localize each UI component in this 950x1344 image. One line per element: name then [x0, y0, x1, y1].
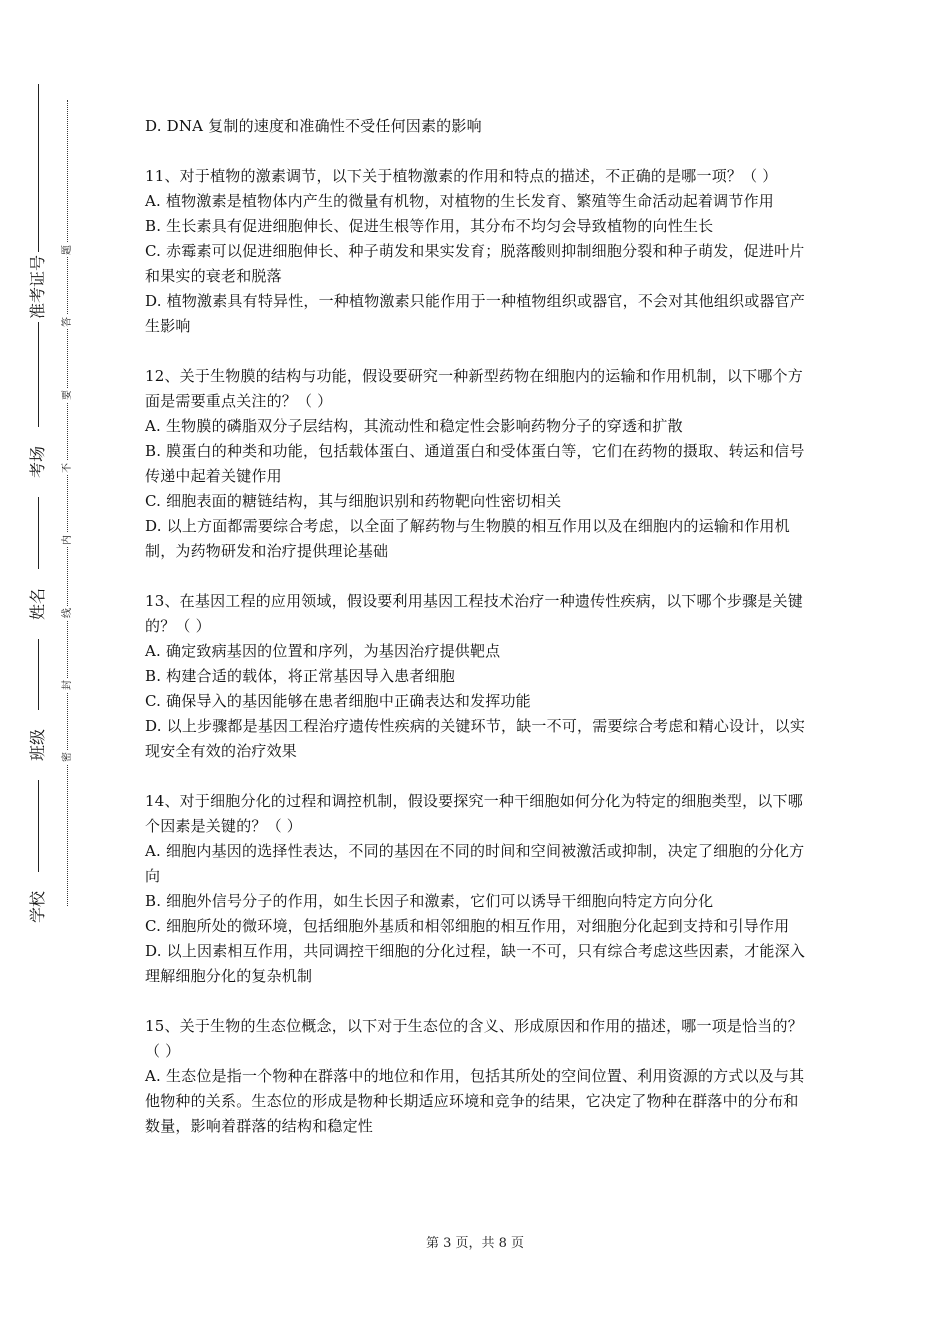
seal-char-6: 线: [62, 608, 73, 618]
seal-char-4: 不: [62, 463, 73, 473]
option-a: A. 生物膜的磷脂双分子层结构，其流动性和稳定性会影响药物分子的穿透和扩散: [145, 417, 683, 435]
question-15: [145, 1014, 813, 1139]
option-a: A. 生态位是指一个物种在群落中的地位和作用，包括其所处的空间位置、利用资源的方式以及与其他物种的关系。生态位的形成是物种长期适应环境和竞争的结果，它决定了物种在群落中的分布和数量，影响着群落的结构和稳定性: [145, 1067, 805, 1135]
seal-char-5: 内: [62, 535, 73, 545]
label-school: 学校: [29, 872, 47, 942]
option-c: C. 细胞表面的糖链结构，其与细胞识别和药物靶向性密切相关: [145, 492, 562, 510]
option-d: D. 植物激素具有特异性，一种植物激素只能作用于一种植物组织或器官，不会对其他组织或器官产生影响: [145, 292, 806, 335]
label-exam-number: 准考证号: [29, 252, 47, 322]
question-14: [145, 789, 813, 989]
seal-char-1: 题: [62, 245, 73, 255]
page-number: 第 3 页，共 8 页: [425, 1236, 525, 1251]
option-b: B. 膜蛋白的种类和功能，包括载体蛋白、通道蛋白和受体蛋白等，它们在药物的摄取、转运和信号传递中起着关键作用: [145, 442, 805, 485]
option-b: B. 生长素具有促进细胞伸长、促进生根等作用，其分布不均匀会导致植物的向性生长: [145, 217, 714, 235]
binding-line-solid: [38, 84, 39, 926]
option-c: C. 确保导入的基因能够在患者细胞中正确表达和发挥功能: [145, 692, 531, 710]
question-stem: 13、在基因工程的应用领域，假设要利用基因工程技术治疗一种遗传性疾病，以下哪个步骤是关键的？（ ）: [145, 592, 803, 635]
option-d: D. 以上因素相互作用，共同调控干细胞的分化过程，缺一不可，只有综合考虑这些因素，才能深入理解细胞分化的复杂机制: [145, 942, 806, 985]
previous-option: D. DNA 复制的速度和准确性不受任何因素的影响: [145, 117, 482, 135]
question-stem: 11、对于植物的激素调节，以下关于植物激素的作用和特点的描述，不正确的是哪一项？（ ）: [145, 167, 778, 185]
label-class: 班级: [29, 710, 47, 780]
seal-char-7: 封: [62, 680, 73, 690]
label-name: 姓名: [29, 569, 47, 639]
question-stem: 12、关于生物膜的结构与功能，假设要研究一种新型药物在细胞内的运输和作用机制，以下哪个方面是需要重点关注的？（ ）: [145, 367, 803, 410]
seal-char-2: 答: [62, 317, 73, 327]
question-11: [145, 164, 813, 339]
option-d: D. 以上步骤都是基因工程治疗遗传性疾病的关键环节，缺一不可，需要综合考虑和精心设计，以实现安全有效的治疗效果: [145, 717, 806, 760]
seal-char-3: 要: [62, 390, 73, 400]
question-stem: 15、关于生物的生态位概念，以下对于生态位的含义、形成原因和作用的描述，哪一项是恰当的？（ ）: [145, 1017, 803, 1060]
binding-line-dotted: [67, 100, 68, 906]
question-13: [145, 589, 813, 764]
question-12: [145, 364, 813, 564]
option-a: A. 细胞内基因的选择性表达，不同的基因在不同的时间和空间被激活或抑制，决定了细胞的分化方向: [145, 842, 805, 885]
option-a: A. 确定致病基因的位置和序列，为基因治疗提供靶点: [145, 642, 501, 660]
seal-char-8: 密: [62, 752, 73, 762]
option-c: C. 赤霉素可以促进细胞伸长、种子萌发和果实发育；脱落酸则抑制细胞分裂和种子萌发，促进叶片和果实的衰老和脱落: [145, 242, 805, 285]
option-b: B. 构建合适的载体，将正常基因导入患者细胞: [145, 667, 455, 685]
question-content: [145, 114, 813, 1139]
option-d: D. 以上方面都需要综合考虑，以全面了解药物与生物膜的相互作用以及在细胞内的运输和作用机制，为药物研发和治疗提供理论基础: [145, 517, 790, 560]
option-c: C. 细胞所处的微环境，包括细胞外基质和相邻细胞的相互作用，对细胞分化起到支持和引导作用: [145, 917, 790, 935]
option-a: A. 植物激素是植物体内产生的微量有机物，对植物的生长发育、繁殖等生命活动起着调节作用: [145, 192, 774, 210]
label-exam-room: 考场: [29, 427, 47, 497]
option-b: B. 细胞外信号分子的作用，如生长因子和激素，它们可以诱导干细胞向特定方向分化: [145, 892, 714, 910]
question-stem: 14、对于细胞分化的过程和调控机制，假设要探究一种干细胞如何分化为特定的细胞类型，以下哪个因素是关键的？（ ）: [145, 792, 803, 835]
